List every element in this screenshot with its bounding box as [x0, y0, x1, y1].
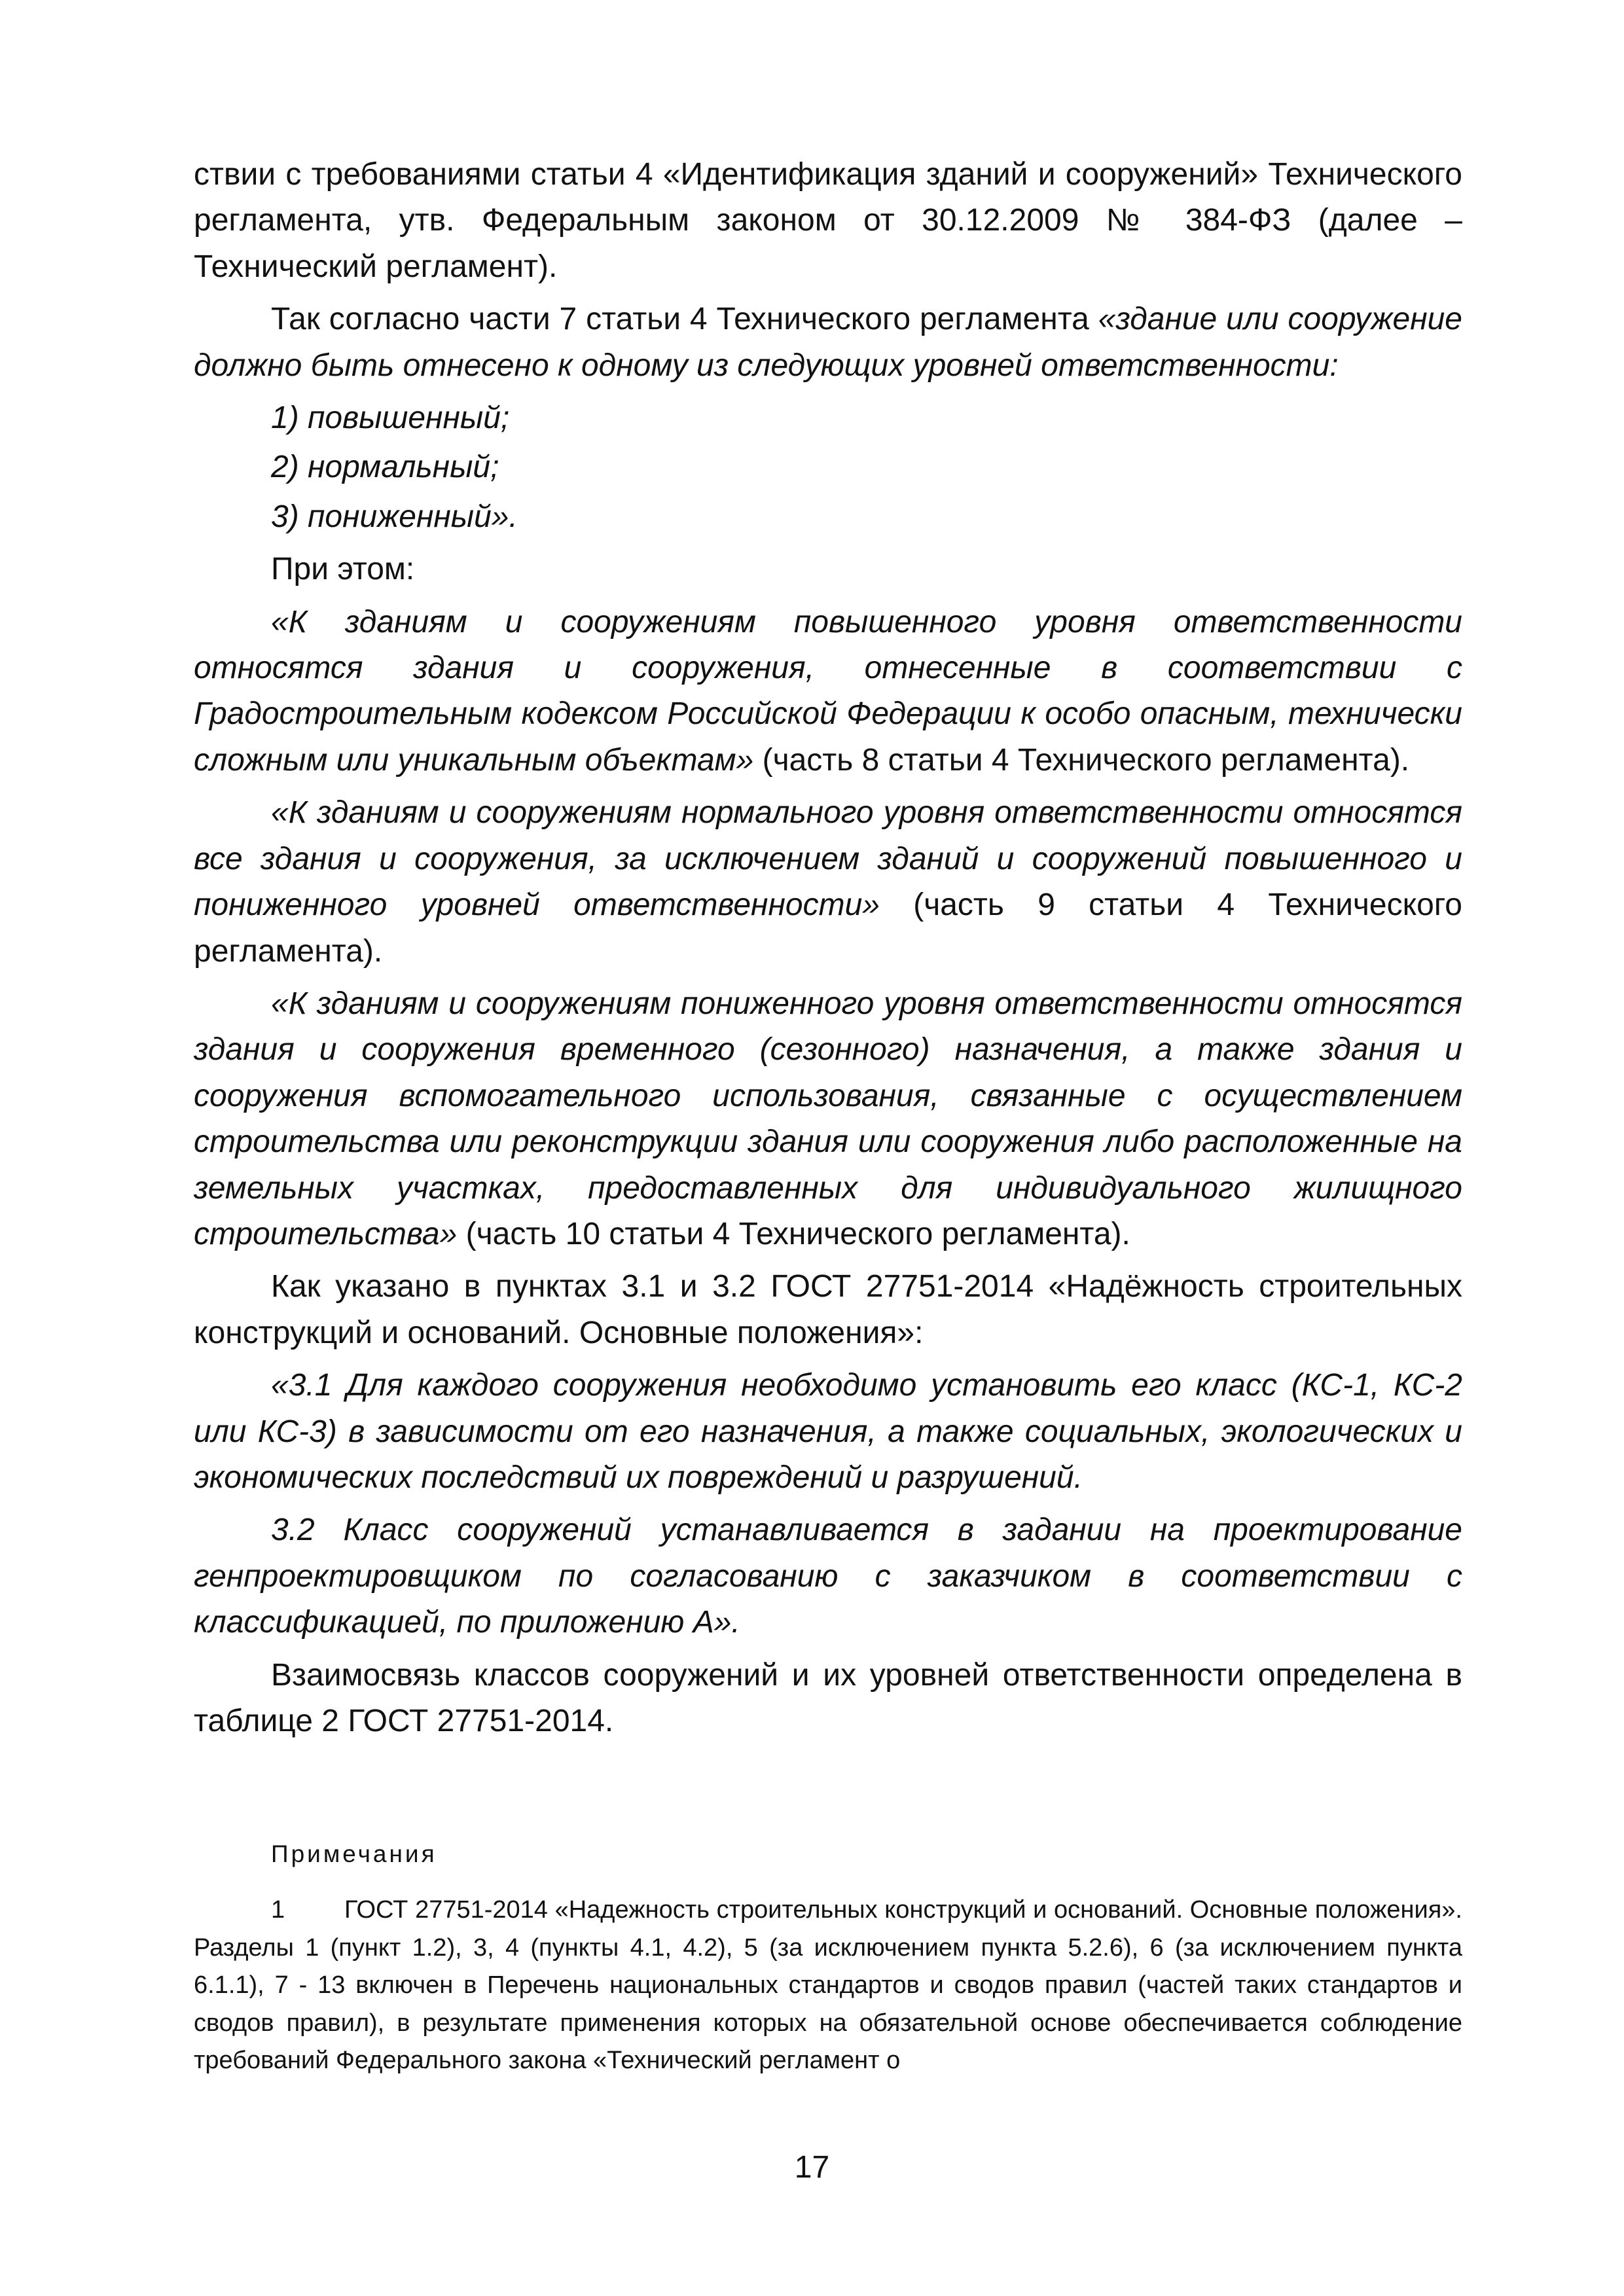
note-text: ГОСТ 27751-2014 «Надежность строительных конструкций и оснований. Основные положения». Разделы 1 (пункт 1.2), 3, 4 (пункты 4.1, 4.2), 5 (за исключением пункта 5.2.6), 6 (за исключением пункта 6.1.1), 7 - 13 включен в Перечень национальных стандартов и сводов правил (частей таких стандартов и сводов правил), в результате применения которых на обязательной основе обеспечивается соблюдение требований Федерального закона «Технический регламент о [194, 1896, 1462, 2074]
list-item: 3) пониженный». [271, 499, 518, 534]
quote-text: «К зданиям и сооружениям повышенного уровня ответственности относятся здания и сооружения, отнесенные в соответствии с Градостроительным кодексом Российской Федерации к особо опасным, технически сложным или уникальным объектам» [194, 604, 1462, 778]
responsibility-list [194, 395, 1462, 540]
list-item: 1) повышенный; [271, 401, 510, 436]
paragraph-high-level [194, 600, 1462, 784]
body-text [194, 152, 1462, 1751]
page-number: 17 [794, 2150, 830, 2185]
paragraph-normal-level [194, 790, 1462, 975]
citation-text: (часть 9 статьи 4 Технического регламента). [194, 888, 1463, 969]
paragraph-gost-3-1: «3.1 Для каждого сооружения необходимо установить его класс (КС-1, КС-2 или КС-3) в зависимости от его назначения, а также социальных, экологических и экономических последствий их повреждений и разрушений. [194, 1368, 1462, 1495]
citation-text: (часть 8 статьи 4 Технического регламента). [753, 742, 1410, 778]
citation-text: (часть 10 статьи 4 Технического регламента). [457, 1216, 1130, 1251]
note-number: 1 [271, 1896, 285, 1924]
paragraph-gost-reference: Как указано в пунктах 3.1 и 3.2 ГОСТ 27751-2014 «Надёжность строительных конструкций и оснований. Основные положения»: [194, 1269, 1462, 1350]
paragraph-responsibility-levels [194, 296, 1462, 389]
paragraph-pri-etom: При этом: [271, 552, 415, 587]
note-item [194, 1892, 1462, 2080]
paragraph-gost-3-2: 3.2 Класс сооружений устанавливается в задании на проектирование генпроектировщиком по согласованию с заказчиком в соответствии с классификацией, по приложению А». [194, 1513, 1462, 1640]
quote-text: «К зданиям и сооружениям пониженного уровня ответственности относятся здания и сооружения временного (сезонного) назначения, а также здания и сооружения вспомогательного использования, связанные с осуществлением строительства или реконструкции здания или сооружения либо расположенные на земельных участках, предоставленных для индивидуального жилищного строительства» [194, 986, 1462, 1251]
paragraph-class-relation: Взаимосвязь классов сооружений и их уровней ответственности определена в таблице 2 ГОСТ 27751-2014. [194, 1657, 1462, 1738]
notes-title: Примечания [271, 1840, 437, 1867]
paragraph-low-level [194, 981, 1462, 1257]
paragraph-continuation: ствии с требованиями статьи 4 «Идентификация зданий и сооружений» Технического регламента, утв. Федеральным законом от 30.12.2009 № 384-ФЗ (далее – Технический регламент). [194, 157, 1462, 284]
list-item: 2) нормальный; [271, 450, 499, 485]
quote-text: «К зданиям и сооружениям нормального уровня ответственности относятся все здания и сооружения, за исключением зданий и сооружений повышенного и пониженного уровней ответственности» [194, 795, 1462, 923]
paragraph-lead: Так согласно части 7 статьи 4 Технического регламента [271, 302, 1098, 337]
quote-text: «здание или сооружение должно быть отнесено к одному из следующих уровней ответственности: [194, 302, 1463, 383]
